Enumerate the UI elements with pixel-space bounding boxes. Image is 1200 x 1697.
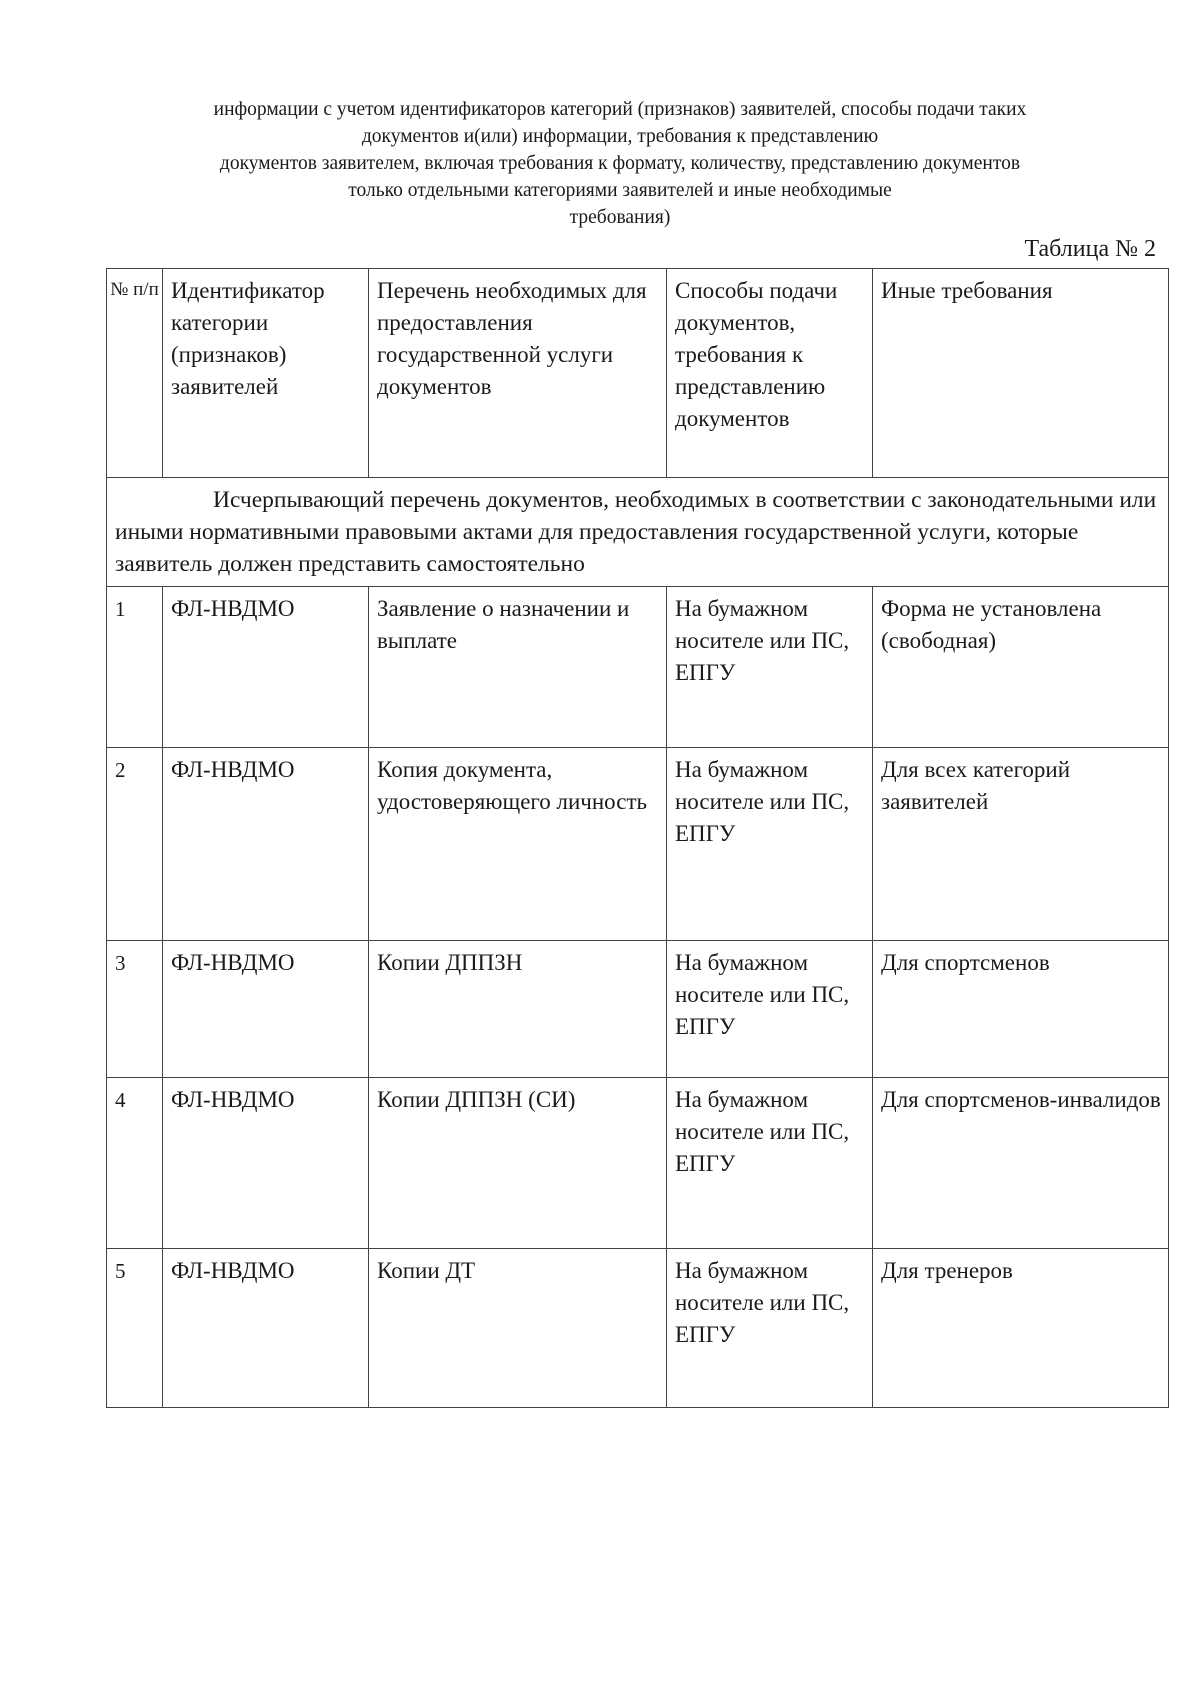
row-other: Для всех категорий заявителей — [873, 748, 1169, 941]
row-document: Копии ДТ — [369, 1249, 667, 1408]
row-identifier: ФЛ-НВДМО — [163, 587, 369, 748]
row-document: Копии ДППЗН — [369, 941, 667, 1078]
row-method: На бумажном носителе или ПС, ЕПГУ — [667, 941, 873, 1078]
intro-line: только отдельными категориями заявителей и иные необходимые — [348, 180, 892, 201]
row-document: Заявление о назначении и выплате — [369, 587, 667, 748]
row-identifier: ФЛ-НВДМО — [163, 1249, 369, 1408]
section-row — [107, 478, 1169, 587]
row-num: 4 — [107, 1078, 163, 1249]
intro-text — [100, 96, 1140, 231]
documents-table — [106, 268, 1169, 1408]
row-identifier: ФЛ-НВДМО — [163, 1078, 369, 1249]
row-method: На бумажном носителе или ПС, ЕПГУ — [667, 1249, 873, 1408]
table-row — [107, 587, 1169, 748]
row-document: Копии ДППЗН (СИ) — [369, 1078, 667, 1249]
row-method: На бумажном носителе или ПС, ЕПГУ — [667, 587, 873, 748]
section-title: Исчерпывающий перечень документов, необходимых в соответствии с законодательными или иными нормативными правовыми актами для предоставления государственной услуги, которые заявитель должен представить самостоятельно — [115, 487, 1157, 577]
row-num: 2 — [107, 748, 163, 941]
row-other: Для спортсменов — [873, 941, 1169, 1078]
intro-line: документов заявителем, включая требования к формату, количеству, представлению документов — [219, 153, 1021, 174]
row-identifier: ФЛ-НВДМО — [163, 941, 369, 1078]
header-num: № п/п — [107, 269, 163, 478]
table-row — [107, 941, 1169, 1078]
table-row — [107, 1078, 1169, 1249]
row-method: На бумажном носителе или ПС, ЕПГУ — [667, 748, 873, 941]
row-other: Для тренеров — [873, 1249, 1169, 1408]
intro-line: документов и(или) информации, требования к представлению — [361, 126, 879, 147]
row-document: Копия документа, удостоверяющего личность — [369, 748, 667, 941]
section-title-cell — [107, 478, 1169, 587]
intro-line: требования) — [569, 207, 671, 228]
row-method: На бумажном носителе или ПС, ЕПГУ — [667, 1078, 873, 1249]
row-num: 3 — [107, 941, 163, 1078]
table-header-row — [107, 269, 1169, 478]
row-other: Для спортсменов-инвалидов — [873, 1078, 1169, 1249]
table-row — [107, 748, 1169, 941]
row-num: 5 — [107, 1249, 163, 1408]
header-documents: Перечень необходимых для предоставления государственной услуги документов — [369, 269, 667, 478]
header-identifier: Идентификатор категории (признаков) заявителей — [163, 269, 369, 478]
intro-line: информации с учетом идентификаторов категорий (признаков) заявителей, способы подачи таких — [213, 99, 1027, 120]
row-identifier: ФЛ-НВДМО — [163, 748, 369, 941]
header-other: Иные требования — [873, 269, 1169, 478]
row-num: 1 — [107, 587, 163, 748]
table-label: Таблица № 2 — [1024, 236, 1156, 262]
row-other: Форма не установлена (свободная) — [873, 587, 1169, 748]
table-row — [107, 1249, 1169, 1408]
header-methods: Способы подачи документов, требования к представлению документов — [667, 269, 873, 478]
